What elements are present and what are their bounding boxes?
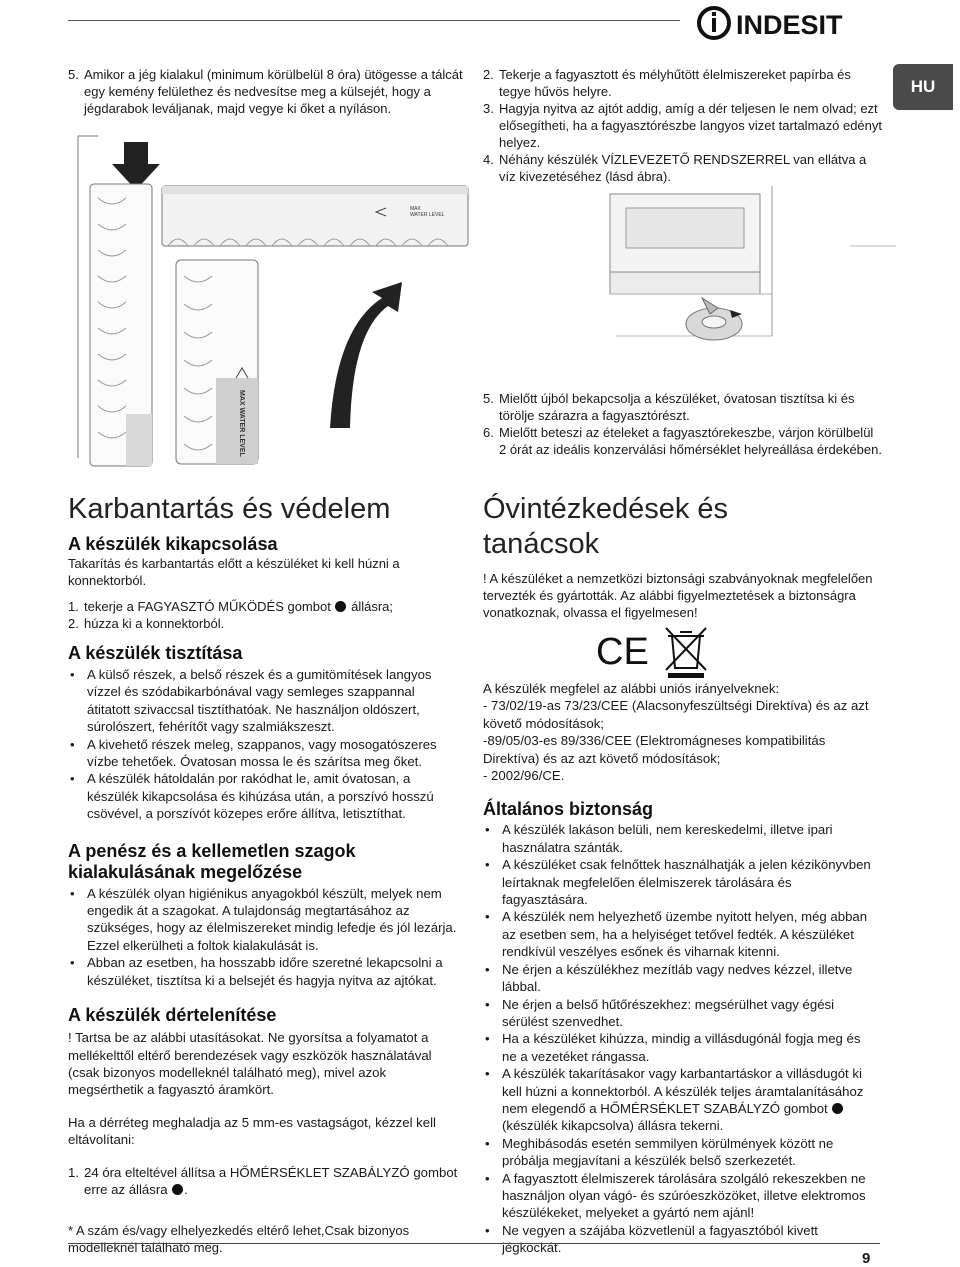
step-text: Mielőtt újból bekapcsolja a készüléket, óvatosan tisztítsa ki és törölje szárazra a fagyasztórészt. <box>499 391 855 423</box>
footnote: * A szám és/vagy elhelyezkedés eltérő lehet,Csak bizonyos modelleknél található meg. <box>68 1223 410 1256</box>
step-text: Néhány készülék VÍZLEVEZETŐ RENDSZERREL van ellátva a víz kivezetéséhez (lásd ábra). <box>499 152 867 184</box>
footer-rule <box>68 1243 880 1244</box>
step-text: 24 óra elteltével állítsa a HŐMÉRSÉKLET SZABÁLYZÓ gombot erre az állásra <box>84 1164 458 1197</box>
list-item: • A készülék olyan higiénikus anyagokból készült, melyek nem engedik át a szagokat. A tulajdonság megtartásához az szükséges, hogy az élelmiszereket mindig lefedje és jól lezárja. Ezzel elkerülheti a foltok kialakulását is. <box>68 885 460 955</box>
list-item <box>483 1135 875 1170</box>
list-item <box>483 856 875 908</box>
cleaning-heading: A készülék tisztítása <box>68 643 243 663</box>
list-item-text: A fagyasztott élelmiszerek tárolására szolgáló rekeszekben ne használjon olyan vágó- és szúróeszközöket, illetve elektromos készülékeket, melyeket a gyártó nem ajánl! <box>502 1170 866 1221</box>
knob-position-icon <box>335 601 346 612</box>
switch-off-intro: Takarítás és karbantartás előtt a készüléket ki kell húzni a konnektorból. <box>68 556 400 588</box>
step-item <box>483 424 883 458</box>
list-item-text-end: (készülék kikapcsolva) állásra tekerni. <box>502 1118 724 1134</box>
mould-list <box>68 885 460 989</box>
defrost-step <box>68 1164 460 1199</box>
switch-off-step <box>68 598 460 615</box>
step-item <box>483 100 883 151</box>
list-item <box>483 821 875 856</box>
directives-intro: A készülék megfelel az alábbi uniós irányelveknek: <box>483 681 780 696</box>
step-item <box>483 151 883 185</box>
switch-off-steps <box>68 598 460 632</box>
tray-max-label: MAX <box>410 206 421 212</box>
step-text: Mielőtt beteszi az ételeket a fagyasztórekeszbe, várjon körülbelül 2 órát az ideális konzerválási hőmérséklet helyreállása érdekében. <box>499 425 882 457</box>
switch-off-heading: A készülék kikapcsolása <box>68 534 278 554</box>
tray-water-level-label: WATER LEVEL <box>410 212 445 218</box>
maintenance-title: Karbantartás és védelem <box>68 493 391 525</box>
vertical-max-label: MAX WATER LEVEL <box>238 390 245 457</box>
ice-step <box>68 66 468 117</box>
step-number: 2. <box>68 616 79 631</box>
step-number: 2. <box>483 67 494 82</box>
step-text: Hagyja nyitva az ajtót addig, amíg a dér teljesen le nem olvad; ezt elősegítheti, ha a fagyasztórészbe langyos vizet tartalmazó edényt helyez. <box>499 101 882 150</box>
defrost-steps-bottom <box>483 390 883 458</box>
language-tab: HU <box>893 64 953 110</box>
step-number: 4. <box>483 152 494 167</box>
directive-item: - 73/02/19-as 73/23/CEE (Alacsonyfeszültségi Direktíva) és az azt követő módosítások; <box>483 698 869 731</box>
list-item-text: Ne érjen a belső hűtőrészekhez: megsérülhet vagy égési sérülést szenvedhet. <box>502 996 835 1029</box>
defrost-paragraph: Ha a dérréteg meghaladja az 5 mm-es vastagságot, kézzel kell eltávolítani: <box>68 1114 436 1148</box>
list-item <box>483 1222 875 1257</box>
page-number: 9 <box>862 1250 871 1267</box>
list-item <box>483 996 875 1031</box>
maintenance-section <box>68 492 460 1256</box>
list-item <box>483 908 875 960</box>
safety-heading: Általános biztonság <box>483 799 654 820</box>
step-number: 5. <box>483 391 494 406</box>
list-item-text: Ha a készüléket kihúzza, mindig a villásdugónál fogja meg és ne a vezetéket rángassa. <box>502 1031 861 1064</box>
step-item <box>483 66 883 100</box>
precautions-title-line2: tanácsok <box>483 528 600 560</box>
precautions-intro: ! A készüléket a nemzetközi biztonsági szabványoknak megfelelően tervezték és gyártották. Az alábbi figyelmeztetések a biztonságra vonatkoznak, olvassa el figyelmesen! <box>483 571 873 620</box>
list-item-text: A készülék takarításakor vagy karbantartáskor a villásdugót ki kell húzni a konnektorból. A készülék teljes áramtalanításához nem elegendő a HŐMÉRSÉKLET SZABÁLYZÓ gombot <box>502 1066 864 1116</box>
step-text: Tekerje a fagyasztott és mélyhűtött élelmiszereket papírba és tegye hűvös helyre. <box>499 67 851 99</box>
list-item-text: A készülék nem helyezhető üzembe nyitott helyen, még abban az esetben sem, ha a helyiséget tetővel fedték. A készüléket rendkívül veszélyes esőnek és viharnak kitenni. <box>502 909 868 960</box>
step-text: húzza ki a konnektorból. <box>84 616 225 631</box>
list-item-text: A készülék lakáson belüli, nem kereskedelmi, illetve ipari használatra szánták. <box>502 822 833 855</box>
list-item: • A készülék hátoldalán por rakódhat le, amit óvatosan, a készülék kikapcsolása és kihúzása után, a porszívó hosszú csövével, a porszívót közepes erőre állítva, letisztíthat. <box>68 770 460 822</box>
weee-bin-icon <box>666 628 706 670</box>
list-item-text: Meghibásodás esetén semmilyen körülmények között ne próbálja megjavítani a készülék belső szerkezetét. <box>502 1135 834 1169</box>
safety-list <box>483 821 875 1256</box>
ice-step-number: 5. <box>68 67 79 82</box>
list-item <box>483 1030 875 1065</box>
conformity-marks <box>596 624 716 680</box>
step-text: tekerje a FAGYASZTÓ MŰKÖDÉS gombot <box>84 599 331 614</box>
brand-text: INDESIT <box>736 10 843 40</box>
drain-system-illustration <box>596 186 896 376</box>
cleaning-list <box>68 666 460 823</box>
list-item: • A külső részek, a belső részek és a gumitömítések langyos vízzel és szódabikarbónával vagy semleges szappannal átitatott szivaccsal tisztíthatóak. Ne használjon oldószert, súrolószert, fehérítőt vagy szalmiákszeszt. <box>68 666 460 736</box>
ice-tray-illustration <box>68 128 478 478</box>
step-number: 1. <box>68 599 79 614</box>
list-item <box>483 961 875 996</box>
step-text-end: állásra; <box>351 599 394 614</box>
precautions-body <box>483 680 875 1257</box>
header-rule <box>68 20 680 21</box>
knob-position-icon <box>832 1103 843 1114</box>
directive-item: -89/05/03-es 89/336/CEE (Elektromágneses kompatibilitás Direktíva) és az azt követő módosítások; <box>483 733 826 766</box>
step-item <box>483 390 883 424</box>
step-number: 3. <box>483 101 494 116</box>
list-item-text: Ne vegyen a szájába közvetlenül a fagyasztóból kivett jégkockát. <box>502 1222 818 1256</box>
ice-step-text: Amikor a jég kialakul (minimum körülbelül 8 óra) ütögesse a tálcát egy kemény felülethez és nedvesítse meg a külsejét, hogy a jégdarabok leváljanak, majd vegye ki őket a nyíláson. <box>84 67 463 116</box>
step-number: 6. <box>483 425 494 440</box>
list-item-text: Ne érjen a készülékhez mezítláb vagy nedves kézzel, illetve lábbal. <box>502 961 853 995</box>
list-item-text: A készüléket csak felnőttek használhatják a jelen kézikönyvben leírtaknak megfelelően élelmiszerek tárolására és fagyasztására. <box>502 857 871 908</box>
ce-mark: CE <box>596 631 649 673</box>
knob-position-icon <box>172 1184 183 1195</box>
precautions-title-line1: Óvintézkedések és <box>483 493 729 525</box>
precautions-section <box>483 492 875 621</box>
indesit-logo <box>696 3 876 43</box>
switch-off-step <box>68 615 460 632</box>
defrost-heading: A készülék dértelenítése <box>68 1005 277 1026</box>
step-text-end: . <box>184 1181 188 1197</box>
list-item <box>483 1170 875 1222</box>
mould-heading: A penész és a kellemetlen szagok kialakulásának megelőzése <box>68 840 356 882</box>
list-item: • A kivehető részek meleg, szappanos, vagy mosogatószeres vízbe tehetőek. Óvatosan mossa le és szárítsa meg őket. <box>68 736 460 771</box>
directive-item: - 2002/96/CE. <box>483 768 565 784</box>
defrost-steps-top <box>483 66 883 185</box>
list-item <box>483 1065 875 1135</box>
defrost-intro: ! Tartsa be az alábbi utasításokat. Ne gyorsítsa a folyamatot a mellékelttől eltérő berendezések vagy eszközök használatával (csak bizonyos modelleknél található meg), mivel azok megsérthetik a fagyasztó áramkört. <box>68 1030 432 1098</box>
list-item: • Abban az esetben, ha hosszabb időre szeretné lekapcsolni a készüléket, tisztítsa ki a belsejét és hagyja nyitva az ajtókat. <box>68 954 460 989</box>
step-number: 1. <box>68 1164 79 1180</box>
